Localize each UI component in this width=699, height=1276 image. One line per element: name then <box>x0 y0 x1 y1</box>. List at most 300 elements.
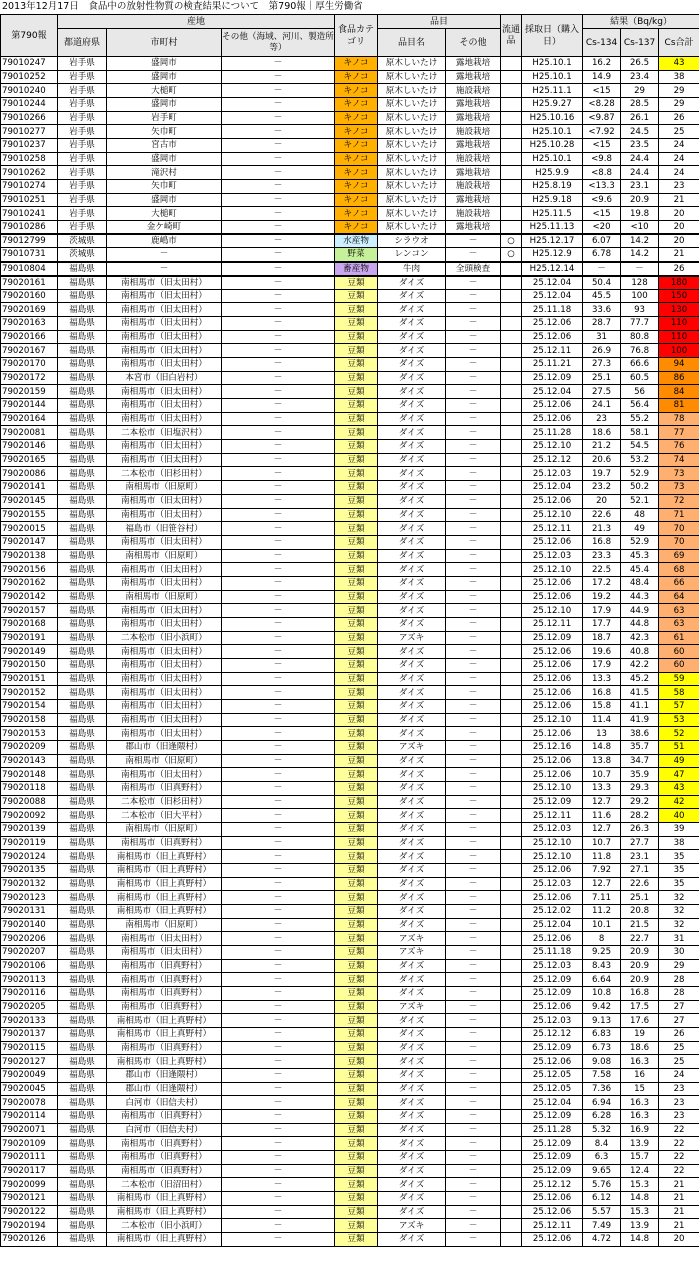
prefecture-header: 都道府県 <box>58 29 107 57</box>
cs134-value: 8.43 <box>583 959 621 973</box>
inspection-id: 79020015 <box>1 522 58 536</box>
cs-total-value: 23 <box>659 180 699 194</box>
sampling-date: 25.12.06 <box>522 863 583 877</box>
food-category: 畜産物 <box>335 262 378 276</box>
municipality: 南相馬市（旧太田村） <box>107 617 222 631</box>
municipality: 矢巾町 <box>107 180 222 194</box>
sampling-date: 25.12.12 <box>522 1178 583 1192</box>
item-name: ダイズ <box>378 330 446 344</box>
cs134-value: 5.76 <box>583 1178 621 1192</box>
item-name: ダイズ <box>378 1014 446 1028</box>
prefecture: 福島県 <box>58 508 107 522</box>
distributed-mark <box>501 481 522 495</box>
cs137-value: 23.1 <box>621 180 659 194</box>
cs-total-value: 25 <box>659 1041 699 1055</box>
municipality: 南相馬市（旧真野村） <box>107 1110 222 1124</box>
item-name: ダイズ <box>378 467 446 481</box>
cs-total-value: 21 <box>659 248 699 262</box>
cs137-value: 13.9 <box>621 1219 659 1233</box>
origin-other: － <box>222 330 335 344</box>
food-category: 豆類 <box>335 822 378 836</box>
distributed-mark <box>501 576 522 590</box>
item-other: － <box>446 768 501 782</box>
origin-other: － <box>222 576 335 590</box>
origin-other: － <box>222 713 335 727</box>
item-other: － <box>446 1233 501 1247</box>
cs137-value: 15 <box>621 1082 659 1096</box>
table-row <box>1 1000 699 1014</box>
cs134-value: 18.6 <box>583 426 621 440</box>
item-name: ダイズ <box>378 754 446 768</box>
item-name: ダイズ <box>378 440 446 454</box>
item-other: － <box>446 1028 501 1042</box>
inspection-id: 79020209 <box>1 740 58 754</box>
item-other: － <box>446 576 501 590</box>
origin-other: － <box>222 1055 335 1069</box>
item-name: ダイズ <box>378 795 446 809</box>
distributed-mark <box>501 453 522 467</box>
municipality: 二本松市（旧小浜町） <box>107 631 222 645</box>
sampling-date: 25.12.10 <box>522 508 583 522</box>
sampling-date: 25.12.09 <box>522 1041 583 1055</box>
prefecture: 福島県 <box>58 440 107 454</box>
distributed-mark <box>501 1096 522 1110</box>
cs137-value: 41.9 <box>621 713 659 727</box>
item-name: ダイズ <box>378 658 446 672</box>
food-category: 豆類 <box>335 904 378 918</box>
inspection-id: 79010251 <box>1 193 58 207</box>
sampling-date: 25.12.06 <box>522 932 583 946</box>
origin-other: － <box>222 207 335 221</box>
origin-other: － <box>222 57 335 71</box>
cs134-value: <15 <box>583 207 621 221</box>
item-name: ダイズ <box>378 385 446 399</box>
food-category: 豆類 <box>335 932 378 946</box>
inspection-id: 79020157 <box>1 604 58 618</box>
cs-total-value: 40 <box>659 809 699 823</box>
food-category: 豆類 <box>335 740 378 754</box>
inspection-id: 79020081 <box>1 426 58 440</box>
municipality: 白河市（旧信夫村） <box>107 1123 222 1137</box>
origin-other: － <box>222 1178 335 1192</box>
inspection-id: 79020121 <box>1 1192 58 1206</box>
table-row <box>1 453 699 467</box>
cs134-value: 15.8 <box>583 699 621 713</box>
distributed-mark <box>501 850 522 864</box>
cs134-value: 22.5 <box>583 563 621 577</box>
cs137-value: 56 <box>621 385 659 399</box>
table-row <box>1 932 699 946</box>
distributed-mark <box>501 727 522 741</box>
cs134-value: 50.4 <box>583 276 621 290</box>
cs-total-value: 23 <box>659 1082 699 1096</box>
cs-total-value: 27 <box>659 1014 699 1028</box>
item-other: － <box>446 1123 501 1137</box>
origin-other: － <box>222 1028 335 1042</box>
cs137-value: 14.8 <box>621 1192 659 1206</box>
sampling-date: 25.12.03 <box>522 877 583 891</box>
cs-total-value: 24 <box>659 166 699 180</box>
cs134-value: 6.3 <box>583 1151 621 1165</box>
prefecture: 福島県 <box>58 303 107 317</box>
cs-total-value: 23 <box>659 1096 699 1110</box>
distributed-mark <box>501 1055 522 1069</box>
prefecture: 岩手県 <box>58 70 107 84</box>
prefecture: 福島県 <box>58 973 107 987</box>
cs-total-value: 30 <box>659 946 699 960</box>
item-other: － <box>446 1082 501 1096</box>
item-other: － <box>446 822 501 836</box>
table-row <box>1 1192 699 1206</box>
prefecture: 福島県 <box>58 1205 107 1219</box>
item-other: － <box>446 344 501 358</box>
sampling-date: 25.12.06 <box>522 330 583 344</box>
prefecture: 福島県 <box>58 781 107 795</box>
table-row <box>1 973 699 987</box>
sampling-date-header: 採取日（購入日） <box>522 15 583 57</box>
distributed-mark <box>501 590 522 604</box>
sampling-date: H25.10.28 <box>522 139 583 153</box>
item-other: － <box>446 481 501 495</box>
cs-total-value: 71 <box>659 508 699 522</box>
prefecture: 福島県 <box>58 809 107 823</box>
item-other: 施設栽培 <box>446 152 501 166</box>
inspection-id: 79020118 <box>1 781 58 795</box>
table-row <box>1 645 699 659</box>
food-category: 豆類 <box>335 563 378 577</box>
cs-total-value: 64 <box>659 590 699 604</box>
sampling-date: 25.12.03 <box>522 822 583 836</box>
inspection-id: 79020140 <box>1 918 58 932</box>
cs137-value: 29 <box>621 84 659 98</box>
table-row <box>1 221 699 235</box>
table-row <box>1 590 699 604</box>
cs134-value: 13.8 <box>583 754 621 768</box>
prefecture: 福島県 <box>58 1233 107 1247</box>
cs137-value: 56.4 <box>621 399 659 413</box>
item-other: － <box>446 604 501 618</box>
cs-total-value: 27 <box>659 1000 699 1014</box>
cs134-value: 17.9 <box>583 604 621 618</box>
prefecture: 福島県 <box>58 877 107 891</box>
cs137-value: 58.1 <box>621 426 659 440</box>
cs-total-value: 21 <box>659 1219 699 1233</box>
inspection-id: 79020145 <box>1 494 58 508</box>
prefecture: 福島県 <box>58 617 107 631</box>
cs-total-value: 81 <box>659 399 699 413</box>
cs134-value: 21.2 <box>583 440 621 454</box>
origin-other: － <box>222 522 335 536</box>
cs-total-value: 150 <box>659 289 699 303</box>
prefecture: 福島県 <box>58 549 107 563</box>
cs-total-header: Cs合計 <box>659 29 699 57</box>
table-row <box>1 180 699 194</box>
item-other: － <box>446 1205 501 1219</box>
inspection-id: 79020115 <box>1 1041 58 1055</box>
prefecture: 岩手県 <box>58 207 107 221</box>
inspection-id: 79020078 <box>1 1096 58 1110</box>
sampling-date: 25.12.11 <box>522 809 583 823</box>
prefecture: 福島県 <box>58 946 107 960</box>
cs-total-value: 70 <box>659 522 699 536</box>
origin-other: － <box>222 262 335 276</box>
municipality: 盛岡市 <box>107 193 222 207</box>
cs134-value: 12.7 <box>583 822 621 836</box>
results-table <box>0 14 699 1247</box>
item-name: 原木しいたけ <box>378 70 446 84</box>
municipality: 南相馬市（旧真野村） <box>107 973 222 987</box>
prefecture: 福島県 <box>58 672 107 686</box>
cs134-value: 23.2 <box>583 481 621 495</box>
table-row <box>1 385 699 399</box>
food-category: 豆類 <box>335 672 378 686</box>
cs137-value: 27.1 <box>621 863 659 877</box>
distributed-mark <box>501 535 522 549</box>
item-other: 露地栽培 <box>446 193 501 207</box>
inspection-id: 79020164 <box>1 412 58 426</box>
inspection-id: 79020092 <box>1 809 58 823</box>
cs134-value: 16.8 <box>583 535 621 549</box>
food-category: 豆類 <box>335 1192 378 1206</box>
prefecture: 福島県 <box>58 795 107 809</box>
table-row <box>1 946 699 960</box>
cs134-value: 13.3 <box>583 781 621 795</box>
inspection-id: 79010731 <box>1 248 58 262</box>
food-category: 豆類 <box>335 1219 378 1233</box>
item-other: － <box>446 494 501 508</box>
inspection-id: 79020152 <box>1 686 58 700</box>
prefecture: 福島県 <box>58 1055 107 1069</box>
cs134-value: 33.6 <box>583 303 621 317</box>
cs134-header: Cs-134 <box>583 29 621 57</box>
food-category: 豆類 <box>335 481 378 495</box>
prefecture: 福島県 <box>58 481 107 495</box>
item-other: － <box>446 918 501 932</box>
origin-other: － <box>222 399 335 413</box>
prefecture: 福島県 <box>58 262 107 276</box>
item-other: － <box>446 836 501 850</box>
item-name: ダイズ <box>378 590 446 604</box>
table-row <box>1 822 699 836</box>
table-row <box>1 1028 699 1042</box>
municipality: 南相馬市（旧太田村） <box>107 453 222 467</box>
cs134-value: 17.9 <box>583 658 621 672</box>
cs137-value: 93 <box>621 303 659 317</box>
item-other: － <box>446 234 501 248</box>
prefecture: 福島県 <box>58 535 107 549</box>
municipality: 南相馬市（旧上真野村） <box>107 1014 222 1028</box>
prefecture: 福島県 <box>58 590 107 604</box>
item-name: ダイズ <box>378 1028 446 1042</box>
item-name: ダイズ <box>378 959 446 973</box>
cs134-value: 18.7 <box>583 631 621 645</box>
cs-total-value: 180 <box>659 276 699 290</box>
cs134-value: － <box>583 262 621 276</box>
item-other: － <box>446 590 501 604</box>
food-category: キノコ <box>335 57 378 71</box>
cs-total-value: 32 <box>659 904 699 918</box>
cs134-value: 22.6 <box>583 508 621 522</box>
inspection-id: 79020114 <box>1 1110 58 1124</box>
inspection-id: 79020049 <box>1 1069 58 1083</box>
cs134-value: <15 <box>583 139 621 153</box>
table-row <box>1 713 699 727</box>
item-name: 原木しいたけ <box>378 84 446 98</box>
municipality: 南相馬市（旧太田村） <box>107 699 222 713</box>
origin-other: － <box>222 152 335 166</box>
municipality: 南相馬市（旧太田村） <box>107 535 222 549</box>
inspection-id: 79020143 <box>1 754 58 768</box>
prefecture: 福島県 <box>58 959 107 973</box>
item-name: 原木しいたけ <box>378 166 446 180</box>
municipality: 大槌町 <box>107 207 222 221</box>
cs-total-value: 51 <box>659 740 699 754</box>
sampling-date: 25.12.10 <box>522 440 583 454</box>
cs-total-value: 22 <box>659 1151 699 1165</box>
municipality: 南相馬市（旧太田村） <box>107 276 222 290</box>
food-category: 豆類 <box>335 781 378 795</box>
cs-total-value: 60 <box>659 645 699 659</box>
municipality: 二本松市（旧沼田村） <box>107 1178 222 1192</box>
food-category: 豆類 <box>335 658 378 672</box>
item-name: ダイズ <box>378 576 446 590</box>
food-category: 豆類 <box>335 590 378 604</box>
inspection-id: 79020149 <box>1 645 58 659</box>
item-other: － <box>446 1096 501 1110</box>
cs-total-value: 26 <box>659 1028 699 1042</box>
cs137-value: 24.4 <box>621 152 659 166</box>
item-other: － <box>446 781 501 795</box>
distributed-mark <box>501 494 522 508</box>
food-category: キノコ <box>335 193 378 207</box>
cs134-value: 6.78 <box>583 248 621 262</box>
food-category: 豆類 <box>335 891 378 905</box>
item-other: － <box>446 317 501 331</box>
food-category: 豆類 <box>335 385 378 399</box>
municipality: 二本松市（旧杉田村） <box>107 467 222 481</box>
sampling-date: 25.12.03 <box>522 959 583 973</box>
food-category: キノコ <box>335 111 378 125</box>
item-other: 露地栽培 <box>446 111 501 125</box>
distributed-mark <box>501 1000 522 1014</box>
table-row <box>1 918 699 932</box>
cs137-value: 16.3 <box>621 1110 659 1124</box>
item-other: － <box>446 959 501 973</box>
table-body <box>1 57 699 1247</box>
sampling-date: 25.12.10 <box>522 836 583 850</box>
item-name: シラウオ <box>378 234 446 248</box>
item-other: － <box>446 877 501 891</box>
item-other: － <box>446 658 501 672</box>
food-category: 野菜 <box>335 248 378 262</box>
table-row <box>1 904 699 918</box>
food-category: 豆類 <box>335 371 378 385</box>
prefecture: 茨城県 <box>58 248 107 262</box>
cs137-value: 44.8 <box>621 617 659 631</box>
item-other: － <box>446 276 501 290</box>
item-other: － <box>446 727 501 741</box>
cs134-value: 4.72 <box>583 1233 621 1247</box>
cs137-value: 66.6 <box>621 358 659 372</box>
cs137-value: 29.2 <box>621 795 659 809</box>
cs134-value: 27.5 <box>583 385 621 399</box>
origin-other: － <box>222 166 335 180</box>
item-name: ダイズ <box>378 781 446 795</box>
origin-other: － <box>222 467 335 481</box>
cs-total-value: 38 <box>659 70 699 84</box>
sampling-date: 25.12.06 <box>522 535 583 549</box>
table-row <box>1 740 699 754</box>
table-header <box>1 15 699 57</box>
inspection-id: 79020165 <box>1 453 58 467</box>
origin-other: － <box>222 891 335 905</box>
inspection-id: 79020146 <box>1 440 58 454</box>
distributed-mark <box>501 371 522 385</box>
municipality-header: 市町村 <box>107 29 222 57</box>
cs137-value: 55.2 <box>621 412 659 426</box>
item-other: － <box>446 740 501 754</box>
origin-other: － <box>222 973 335 987</box>
food-category: 豆類 <box>335 494 378 508</box>
item-name: ダイズ <box>378 850 446 864</box>
municipality: 南相馬市（旧太田村） <box>107 494 222 508</box>
table-row <box>1 1041 699 1055</box>
origin-header: 産地 <box>58 15 335 29</box>
food-category: キノコ <box>335 152 378 166</box>
table-row <box>1 303 699 317</box>
cs-total-value: 22 <box>659 1164 699 1178</box>
inspection-id: 79010804 <box>1 262 58 276</box>
food-category: キノコ <box>335 166 378 180</box>
distributed-mark <box>501 973 522 987</box>
inspection-id: 79020144 <box>1 399 58 413</box>
table-row <box>1 781 699 795</box>
cs137-value: 17.5 <box>621 1000 659 1014</box>
sampling-date: H25.11.1 <box>522 84 583 98</box>
inspection-id: 79010262 <box>1 166 58 180</box>
municipality: 南相馬市（旧上真野村） <box>107 1233 222 1247</box>
cs134-value: 9.08 <box>583 1055 621 1069</box>
item-name: ダイズ <box>378 768 446 782</box>
distributed-mark <box>501 166 522 180</box>
food-category: 豆類 <box>335 727 378 741</box>
cs-total-value: 35 <box>659 850 699 864</box>
table-row <box>1 1205 699 1219</box>
item-other: － <box>446 904 501 918</box>
cs137-value: 22.6 <box>621 877 659 891</box>
municipality: 南相馬市（旧太田村） <box>107 658 222 672</box>
distributed-mark <box>501 1178 522 1192</box>
cs134-value: 24.1 <box>583 399 621 413</box>
cs-total-value: 31 <box>659 932 699 946</box>
sampling-date: 25.12.06 <box>522 1233 583 1247</box>
item-other: － <box>446 522 501 536</box>
item-other: － <box>446 631 501 645</box>
distributed-mark <box>501 1219 522 1233</box>
inspection-id: 79020147 <box>1 535 58 549</box>
cs137-value: 23.1 <box>621 850 659 864</box>
cs-total-value: 22 <box>659 1137 699 1151</box>
distributed-mark <box>501 344 522 358</box>
origin-other: － <box>222 385 335 399</box>
item-other: － <box>446 754 501 768</box>
cs134-value: 12.7 <box>583 877 621 891</box>
table-row <box>1 1014 699 1028</box>
table-row <box>1 98 699 112</box>
inspection-id: 79020168 <box>1 617 58 631</box>
food-category: 豆類 <box>335 1123 378 1137</box>
distributed-mark <box>501 1028 522 1042</box>
